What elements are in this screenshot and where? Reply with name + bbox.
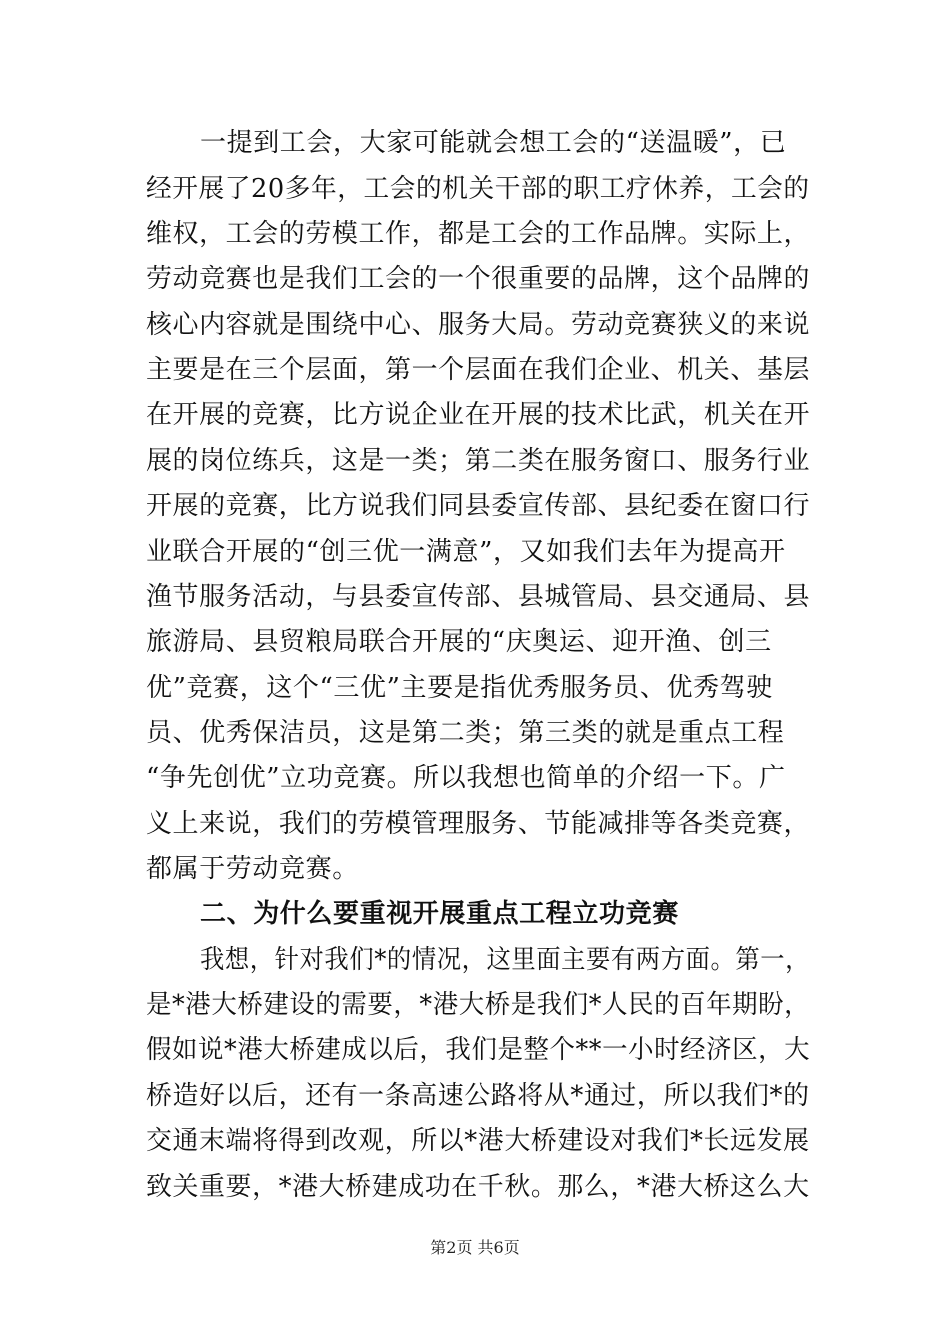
paragraph-1-line: 业联合开展的“创三优一满意”，又如我们去年为提高开	[146, 537, 786, 567]
paragraph-1-line: 一提到工会，大家可能就会想工会的“送温暖”，已	[200, 128, 787, 158]
paragraph-1-line: 核心内容就是围绕中心、服务大局。劳动竞赛狭义的来说	[146, 310, 811, 340]
paragraph-1-line: 渔节服务活动，与县委宣传部、县城管局、县交通局、县	[146, 582, 811, 612]
paragraph-2-line: 假如说*港大桥建成以后，我们是整个**一小时经济区，大	[146, 1035, 811, 1065]
paragraph-1-line: 义上来说，我们的劳模管理服务、节能减排等各类竞赛，	[146, 809, 811, 839]
page-number-footer: 第2页 共6页	[430, 1238, 520, 1257]
paragraph-2-line: 我想，针对我们*的情况，这里面主要有两方面。第一，	[200, 945, 811, 975]
paragraph-2-line: 桥造好以后，还有一条高速公路将从*通过，所以我们*的	[146, 1081, 810, 1111]
paragraph-1-line: 经开展了20多年，工会的机关干部的职工疗休养，工会的	[146, 174, 810, 204]
paragraph-2-line: 致关重要，*港大桥建成功在千秋。那么，*港大桥这么大	[146, 1172, 810, 1202]
paragraph-1-line: 主要是在三个层面，第一个层面在我们企业、机关、基层	[146, 355, 811, 385]
paragraph-2-line: 是*港大桥建设的需要，*港大桥是我们*人民的百年期盼，	[146, 990, 811, 1020]
paragraph-1-line: 旅游局、县贸粮局联合开展的“庆奥运、迎开渔、创三	[146, 627, 772, 657]
paragraph-1-line: 都属于劳动竞赛。	[146, 854, 359, 884]
section-heading: 二、为什么要重视开展重点工程立功竞赛	[200, 899, 679, 929]
paragraph-1-line: “争先创优”立功竞赛。所以我想也简单的介绍一下。广	[146, 763, 786, 793]
paragraph-1-line: 开展的竞赛，比方说我们同县委宣传部、县纪委在窗口行	[146, 491, 811, 521]
paragraph-1-line: 维权，工会的劳模工作，都是工会的工作品牌。实际上，	[146, 219, 811, 249]
paragraph-1-line: 员、优秀保洁员，这是第二类；第三类的就是重点工程	[146, 718, 785, 748]
paragraph-1-line: 劳动竞赛也是我们工会的一个很重要的品牌，这个品牌的	[146, 264, 811, 294]
paragraph-1-line: 在开展的竞赛，比方说企业在开展的技术比武，机关在开	[146, 400, 811, 430]
paragraph-1-line: 优”竞赛，这个“三优”主要是指优秀服务员、优秀驾驶	[146, 673, 773, 703]
paragraph-1-line: 展的岗位练兵，这是一类；第二类在服务窗口、服务行业	[146, 446, 811, 476]
paragraph-2-line: 交通末端将得到改观，所以*港大桥建设对我们*长远发展	[146, 1126, 810, 1156]
